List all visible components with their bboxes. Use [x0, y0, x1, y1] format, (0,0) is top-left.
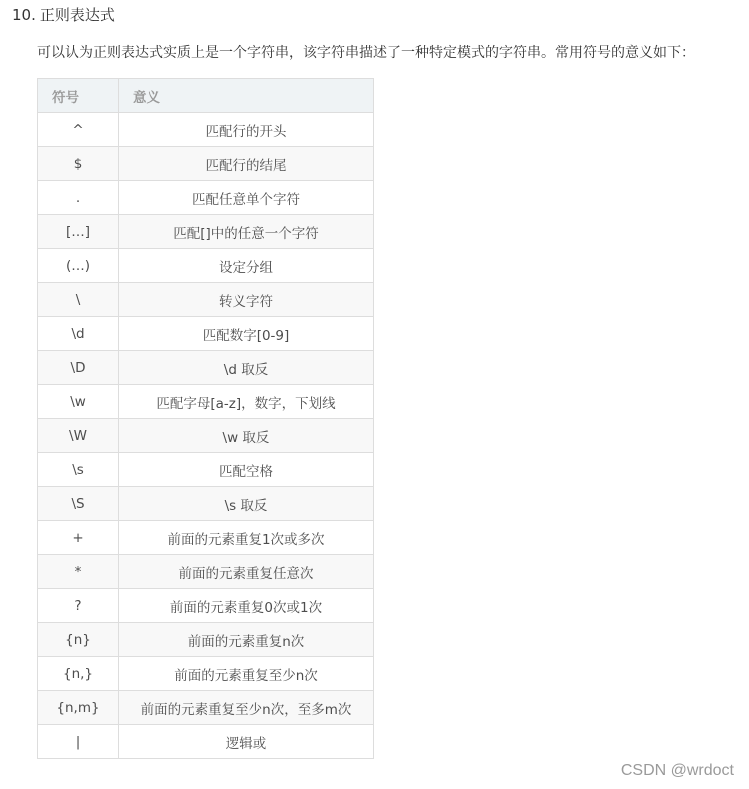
- meaning-cell: 转义字符: [119, 283, 374, 317]
- symbol-cell: ?: [38, 589, 119, 623]
- table-row: [38, 487, 374, 521]
- table-row: [38, 725, 374, 759]
- symbol-cell: .: [38, 181, 119, 215]
- meaning-cell: 前面的元素重复至少n次: [119, 657, 374, 691]
- table-row: [38, 623, 374, 657]
- meaning-cell: \w 取反: [119, 419, 374, 453]
- table-row: [38, 521, 374, 555]
- section-heading: [12, 4, 115, 26]
- symbol-cell: \d: [38, 317, 119, 351]
- header-symbol: 符号: [38, 79, 119, 113]
- table-row: [38, 147, 374, 181]
- symbol-cell: *: [38, 555, 119, 589]
- table-row: [38, 419, 374, 453]
- meaning-cell: 匹配行的结尾: [119, 147, 374, 181]
- meaning-cell: 匹配空格: [119, 453, 374, 487]
- table-row: [38, 453, 374, 487]
- symbol-cell: {n,}: [38, 657, 119, 691]
- table-header-row: [38, 79, 374, 113]
- symbol-cell: {n}: [38, 623, 119, 657]
- symbol-cell: \: [38, 283, 119, 317]
- meaning-cell: 前面的元素重复n次: [119, 623, 374, 657]
- table-row: [38, 385, 374, 419]
- meaning-cell: 匹配[]中的任意一个字符: [119, 215, 374, 249]
- meaning-cell: 匹配字母[a-z]，数字，下划线: [119, 385, 374, 419]
- table-row: [38, 351, 374, 385]
- meaning-cell: 逻辑或: [119, 725, 374, 759]
- csdn-watermark: CSDN @wrdoct: [620, 762, 734, 779]
- meaning-cell: 前面的元素重复0次或1次: [119, 589, 374, 623]
- meaning-cell: 前面的元素重复1次或多次: [119, 521, 374, 555]
- symbol-cell: \w: [38, 385, 119, 419]
- intro-paragraph: 可以认为正则表达式实质上是一个字符串，该字符串描述了一种特定模式的字符串。常用符号的意义如下：: [37, 45, 695, 61]
- symbol-cell: ^: [38, 113, 119, 147]
- header-meaning: 意义: [119, 79, 374, 113]
- meaning-cell: \d 取反: [119, 351, 374, 385]
- meaning-cell: 匹配行的开头: [119, 113, 374, 147]
- symbol-cell: \D: [38, 351, 119, 385]
- symbol-cell: (…): [38, 249, 119, 283]
- section-title: 正则表达式: [39, 6, 115, 24]
- symbol-cell: […]: [38, 215, 119, 249]
- table-row: [38, 555, 374, 589]
- meaning-cell: 设定分组: [119, 249, 374, 283]
- meaning-cell: 匹配任意单个字符: [119, 181, 374, 215]
- table-row: [38, 589, 374, 623]
- table-row: [38, 249, 374, 283]
- table-row: [38, 181, 374, 215]
- table-row: [38, 691, 374, 725]
- meaning-cell: 前面的元素重复任意次: [119, 555, 374, 589]
- symbol-cell: \s: [38, 453, 119, 487]
- meaning-cell: 前面的元素重复至少n次，至多m次: [119, 691, 374, 725]
- regex-symbol-table: [37, 78, 374, 759]
- symbol-cell: +: [38, 521, 119, 555]
- symbol-cell: \W: [38, 419, 119, 453]
- table-row: [38, 113, 374, 147]
- symbol-cell: $: [38, 147, 119, 181]
- meaning-cell: \s 取反: [119, 487, 374, 521]
- table-row: [38, 283, 374, 317]
- symbol-cell: \S: [38, 487, 119, 521]
- section-number: 10.: [12, 6, 36, 24]
- table-row: [38, 317, 374, 351]
- table-row: [38, 657, 374, 691]
- symbol-cell: |: [38, 725, 119, 759]
- symbol-cell: {n,m}: [38, 691, 119, 725]
- table-row: [38, 215, 374, 249]
- meaning-cell: 匹配数字[0-9]: [119, 317, 374, 351]
